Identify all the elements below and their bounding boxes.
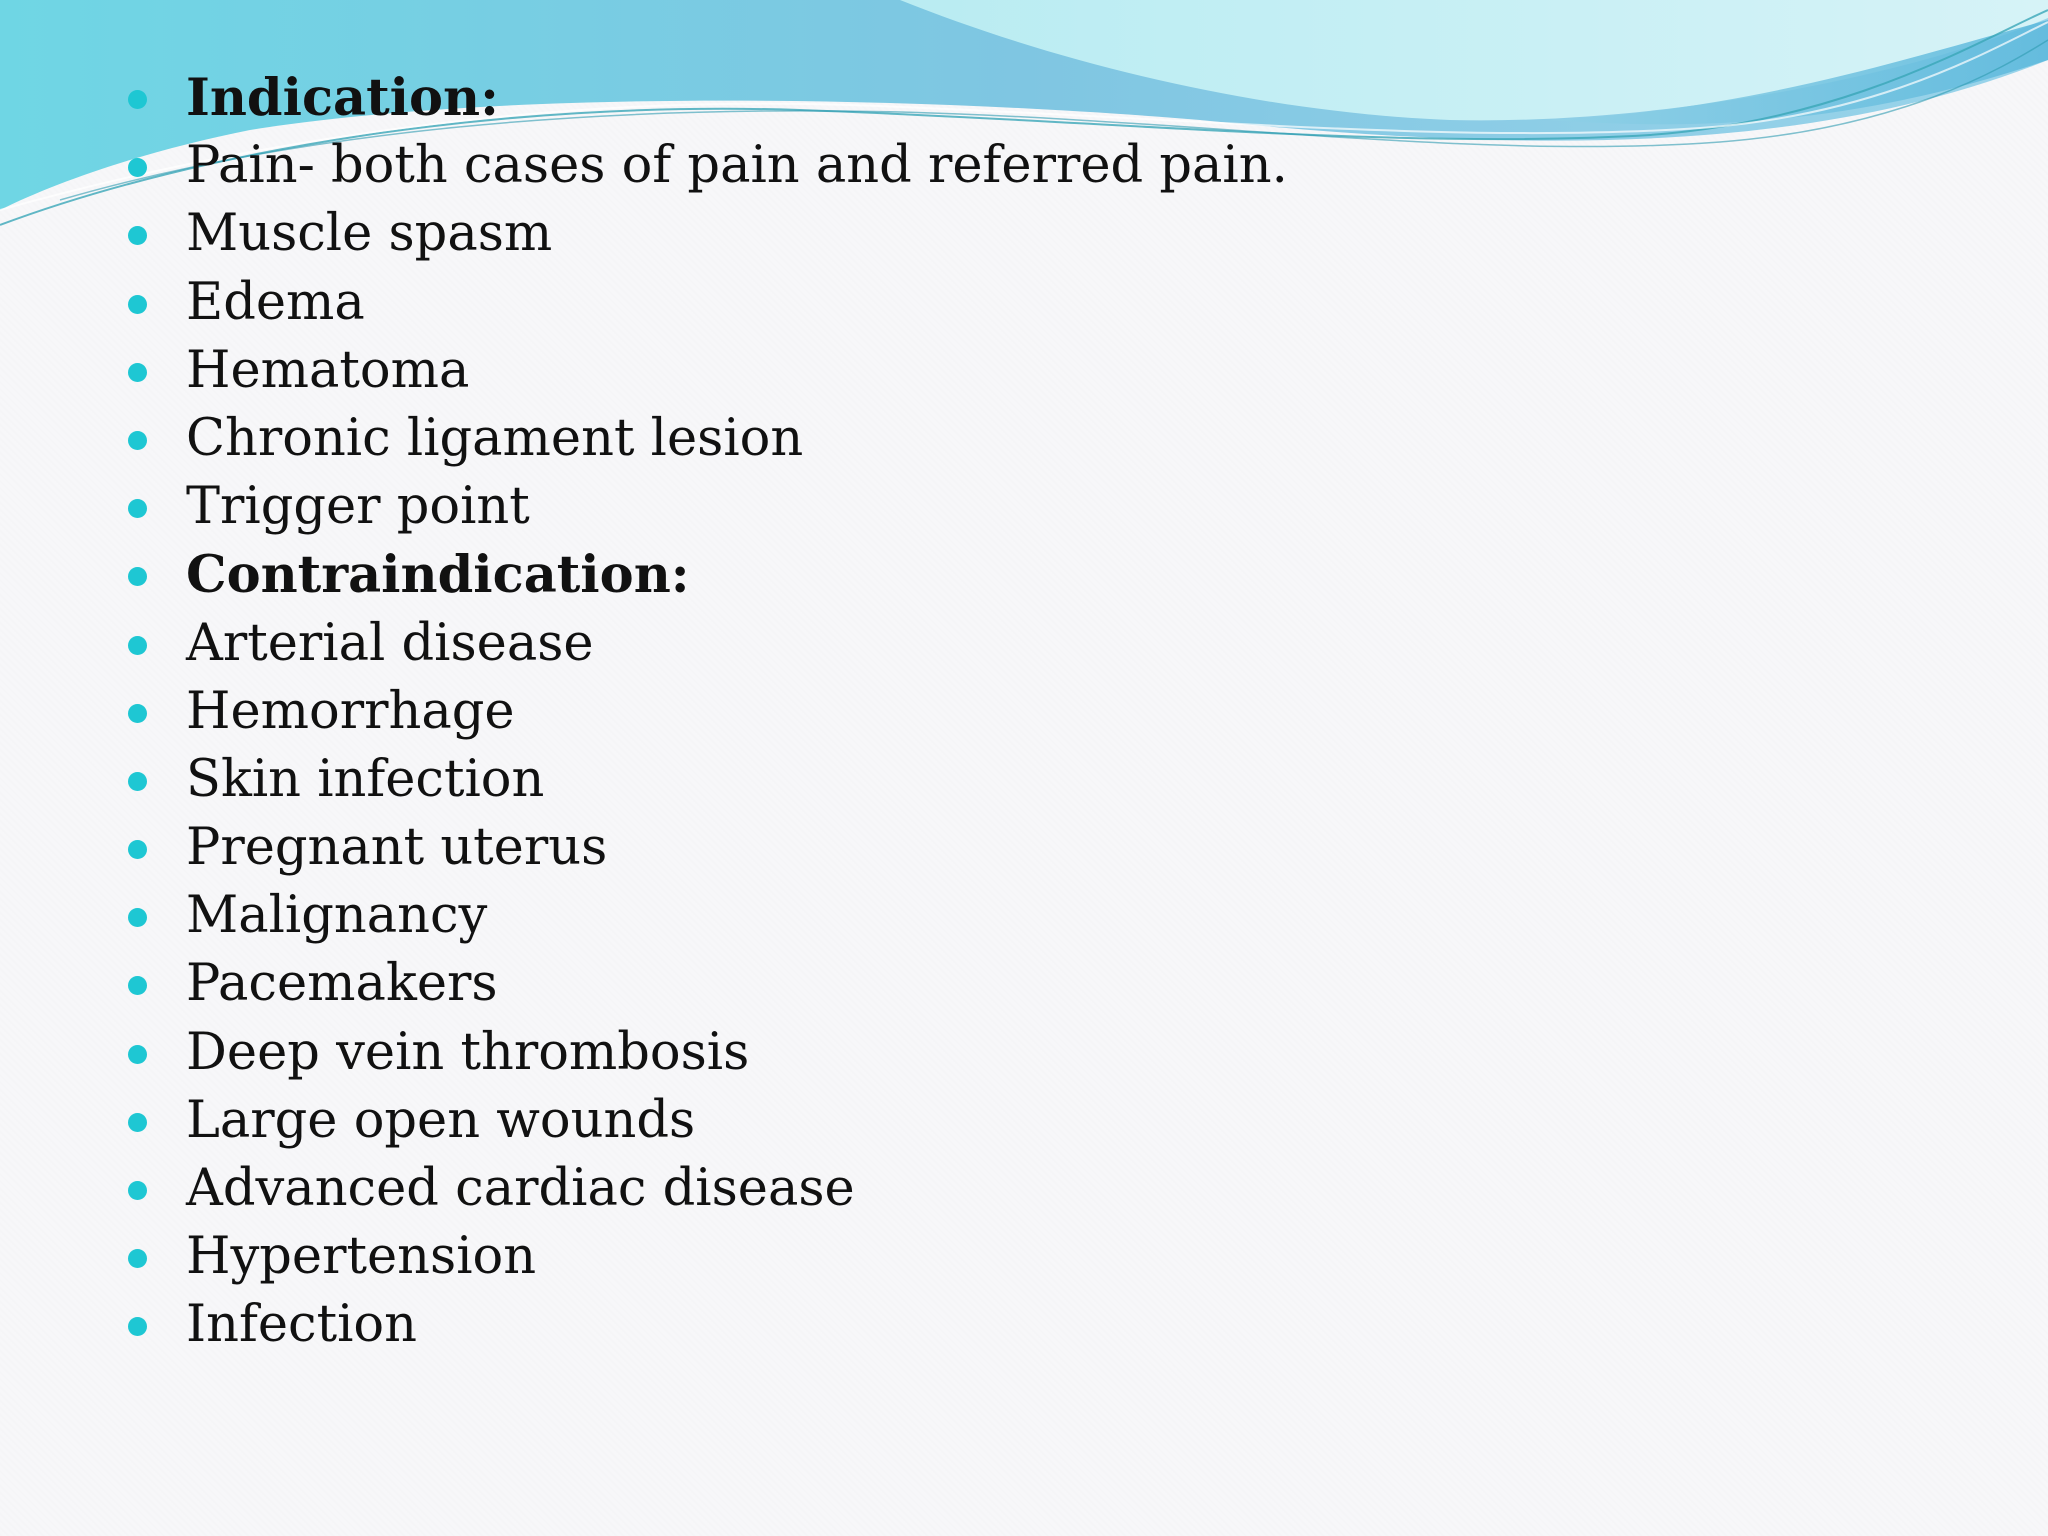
bullet-text: Contraindication: <box>186 545 690 606</box>
bullet-item <box>126 269 1288 337</box>
bullet-text: Pacemakers <box>186 954 498 1014</box>
bullet-item <box>126 1291 1288 1359</box>
bullet-text: Hematoma <box>186 340 470 400</box>
bullet-text: Advanced cardiac disease <box>186 1159 855 1218</box>
bullet-dot-icon <box>128 636 147 655</box>
bullet-dot-icon <box>128 908 147 927</box>
bullet-dot-icon <box>128 363 147 382</box>
bullet-item <box>126 200 1288 268</box>
bullet-text: Malignancy <box>186 886 488 946</box>
bullet-item <box>126 132 1288 200</box>
bullet-item <box>126 337 1288 405</box>
bullet-dot-icon <box>128 295 147 314</box>
bullet-item <box>126 473 1288 541</box>
bullet-item <box>126 1087 1288 1155</box>
bullet-dot-icon <box>128 976 147 995</box>
bullet-dot-icon <box>128 1317 147 1336</box>
bullet-dot-icon <box>128 1045 147 1064</box>
bullet-item <box>126 1223 1288 1291</box>
bullet-list <box>126 64 1288 1360</box>
bullet-item <box>126 678 1288 746</box>
bullet-text: Hemorrhage <box>186 681 515 741</box>
bullet-dot-icon <box>128 226 147 245</box>
bullet-item <box>126 814 1288 882</box>
bullet-dot-icon <box>128 840 147 859</box>
bullet-text: Infection <box>186 1295 417 1355</box>
bullet-dot-icon <box>128 431 147 450</box>
bullet-item <box>126 746 1288 814</box>
bullet-item <box>126 950 1288 1018</box>
bullet-item <box>126 541 1288 609</box>
bullet-text: Large open wounds <box>186 1090 696 1150</box>
bullet-dot-icon <box>128 499 147 518</box>
bullet-dot-icon <box>128 1113 147 1132</box>
bullet-dot-icon <box>128 1181 147 1200</box>
bullet-text: Hypertension <box>186 1227 537 1287</box>
bullet-item <box>126 405 1288 473</box>
bullet-text: Edema <box>186 272 365 332</box>
bullet-text: Chronic ligament lesion <box>186 408 804 468</box>
bullet-dot-icon <box>128 567 147 586</box>
bullet-item <box>126 1019 1288 1087</box>
bullet-text: Indication: <box>186 68 499 128</box>
bullet-text: Muscle spasm <box>186 204 553 264</box>
bullet-item <box>126 1155 1288 1223</box>
bullet-text: Trigger point <box>186 477 530 537</box>
bullet-item <box>126 882 1288 950</box>
bullet-text: Deep vein thrombosis <box>186 1022 750 1082</box>
bullet-dot-icon <box>128 90 147 109</box>
bullet-text: Arterial disease <box>186 613 594 673</box>
bullet-dot-icon <box>128 704 147 723</box>
bullet-text: Pregnant uterus <box>186 818 608 878</box>
bullet-text: Pain- both cases of pain and referred pain. <box>186 136 1288 196</box>
bullet-dot-icon <box>128 1249 147 1268</box>
bullet-item <box>126 610 1288 678</box>
bullet-dot-icon <box>128 772 147 791</box>
bullet-dot-icon <box>128 158 147 177</box>
bullet-item <box>126 64 1288 132</box>
bullet-text: Skin infection <box>186 749 545 809</box>
